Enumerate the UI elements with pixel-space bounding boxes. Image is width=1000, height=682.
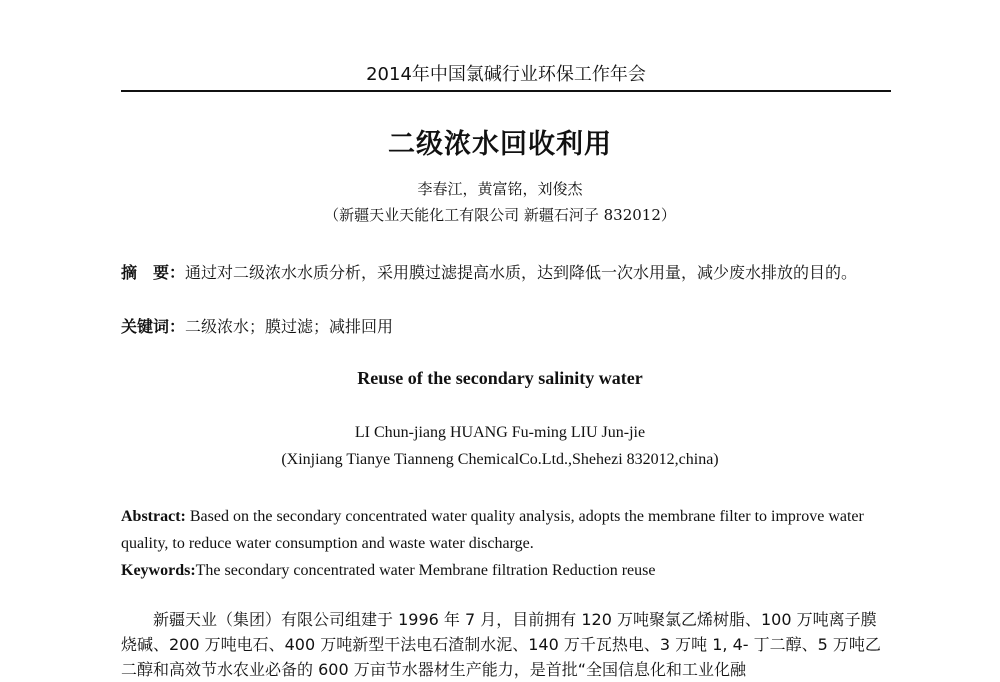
abstract-cn-label: 摘 要： <box>121 263 186 282</box>
paper-title-cn: 二级浓水回收利用 <box>388 129 612 160</box>
body-paragraph: 新疆天业（集团）有限公司组建于 1996 年 7 月，目前拥有 120 万吨聚氯乙烯树脂、100 万吨离子膜烧碱、200 万吨电石、400 万吨新型干法电石渣制水泥、140 万千瓦热电、3 万吨 1, 4- 丁二醇、5 万吨乙二醇和高效节水农业必备的 600 万亩节水器材生产能力，是首批“全国信息化和工业化融 <box>121 610 881 679</box>
keywords-cn <box>121 313 891 340</box>
keywords-en <box>121 557 891 584</box>
affiliation-cn: （新疆天业天能化工有限公司 新疆石河子 832012） <box>324 206 676 224</box>
abstract-en-label: Abstract: <box>121 508 186 525</box>
keywords-cn-text: 二级浓水；膜过滤；减排回用 <box>185 317 394 336</box>
abstract-en-text: Based on the secondary concentrated water quality analysis, adopts the membrane filter to improve water quality, to reduce water consumption and waste water discharge. <box>121 508 864 552</box>
abstract-cn-text: 通过对二级浓水水质分析，采用膜过滤提高水质，达到降低一次水用量，减少废水排放的目的。 <box>185 263 858 282</box>
conference-header: 2014年中国氯碱行业环保工作年会 <box>366 64 646 85</box>
affiliation-en: (Xinjiang Tianye Tianneng ChemicalCo.Ltd.,Shehezi 832012,china) <box>281 451 719 468</box>
paper-title-en: Reuse of the secondary salinity water <box>357 368 643 388</box>
header-divider <box>121 90 891 92</box>
keywords-en-label: Keywords: <box>121 562 196 579</box>
abstract-en <box>121 503 891 557</box>
abstract-cn <box>121 259 891 286</box>
authors-cn: 李春江，黄富铭，刘俊杰 <box>417 180 583 198</box>
keywords-cn-label: 关键词： <box>121 317 186 336</box>
keywords-en-text: The secondary concentrated water Membrane filtration Reduction reuse <box>195 562 656 579</box>
authors-en: LI Chun-jiang HUANG Fu-ming LIU Jun-jie <box>354 424 646 441</box>
